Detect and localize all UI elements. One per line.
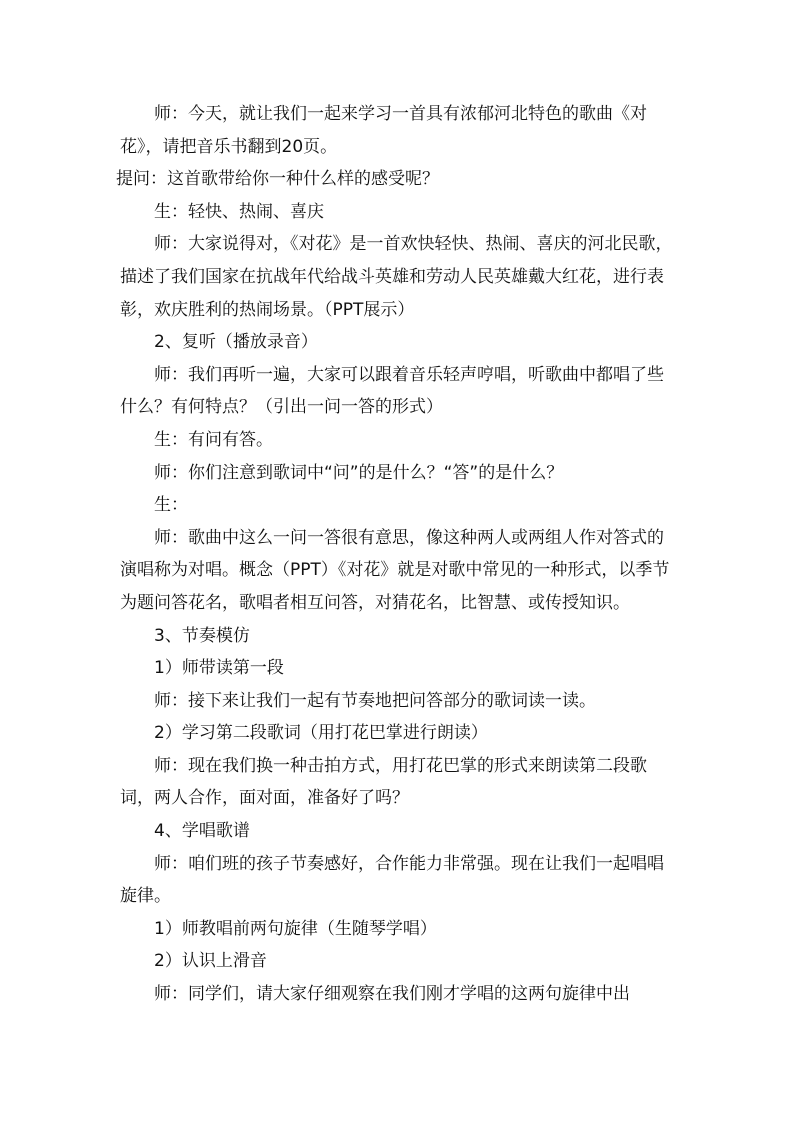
paragraph: 师：歌曲中这么一问一答很有意思，像这种两人或两组人作对答式的演唱称为对唱。概念（PPT）《对花》就是对歌中常见的一种形式，以季节为题问答花名，歌唱者相互问答，对猜花名，比智慧、或传授知识。 <box>120 527 670 613</box>
paragraph: 1）师教唱前两句旋律（生随琴学唱） <box>154 918 437 939</box>
document-body <box>116 98 680 1011</box>
paragraph: 生：轻快、热闹、喜庆 <box>154 201 324 222</box>
paragraph: 师：今天，就让我们一起来学习一首具有浓郁河北特色的歌曲《对花》，请把音乐书翻到20页。 <box>120 104 647 157</box>
paragraph: 师：大家说得对，《对花》是一首欢快轻快、热闹、喜庆的河北民歌，描述了我们国家在抗战年代给战斗英雄和劳动人民英雄戴大红花，进行表彰，欢庆胜利的热闹场景。（PPT展示） <box>120 234 673 320</box>
paragraph: 师：现在我们换一种击拍方式，用打花巴掌的形式来朗读第二段歌词，两人合作，面对面，准备好了吗？ <box>120 755 647 809</box>
paragraph: 2）认识上滑音 <box>154 951 267 972</box>
paragraph: 4、学唱歌谱 <box>154 821 250 842</box>
paragraph: 师：同学们，请大家仔细观察在我们刚才学唱的这两句旋律中出 <box>154 984 630 1005</box>
paragraph: 生： <box>154 495 188 516</box>
paragraph: 师：我们再听一遍，大家可以跟着音乐轻声哼唱，听歌曲中都唱了些什么？有何特点？（引出一问一答的形式） <box>120 364 664 418</box>
paragraph: 1）师带读第一段 <box>154 658 284 679</box>
paragraph: 2、复听（播放录音） <box>154 332 318 353</box>
paragraph: 2）学习第二段歌词（用打花巴掌进行朗读） <box>154 723 488 744</box>
paragraph: 生：有问有答。 <box>154 429 273 450</box>
paragraph: 师：接下来让我们一起有节奏地把问答部分的歌词读一读。 <box>154 690 596 711</box>
paragraph: 师：咱们班的孩子节奏感好，合作能力非常强。现在让我们一起唱唱旋律。 <box>120 853 664 907</box>
paragraph: 提问：这首歌带给你一种什么样的感受呢？ <box>116 169 439 190</box>
paragraph: 3、节奏模仿 <box>154 625 250 646</box>
paragraph: 师：你们注意到歌词中“问”的是什么？“答”的是什么？ <box>154 462 564 483</box>
